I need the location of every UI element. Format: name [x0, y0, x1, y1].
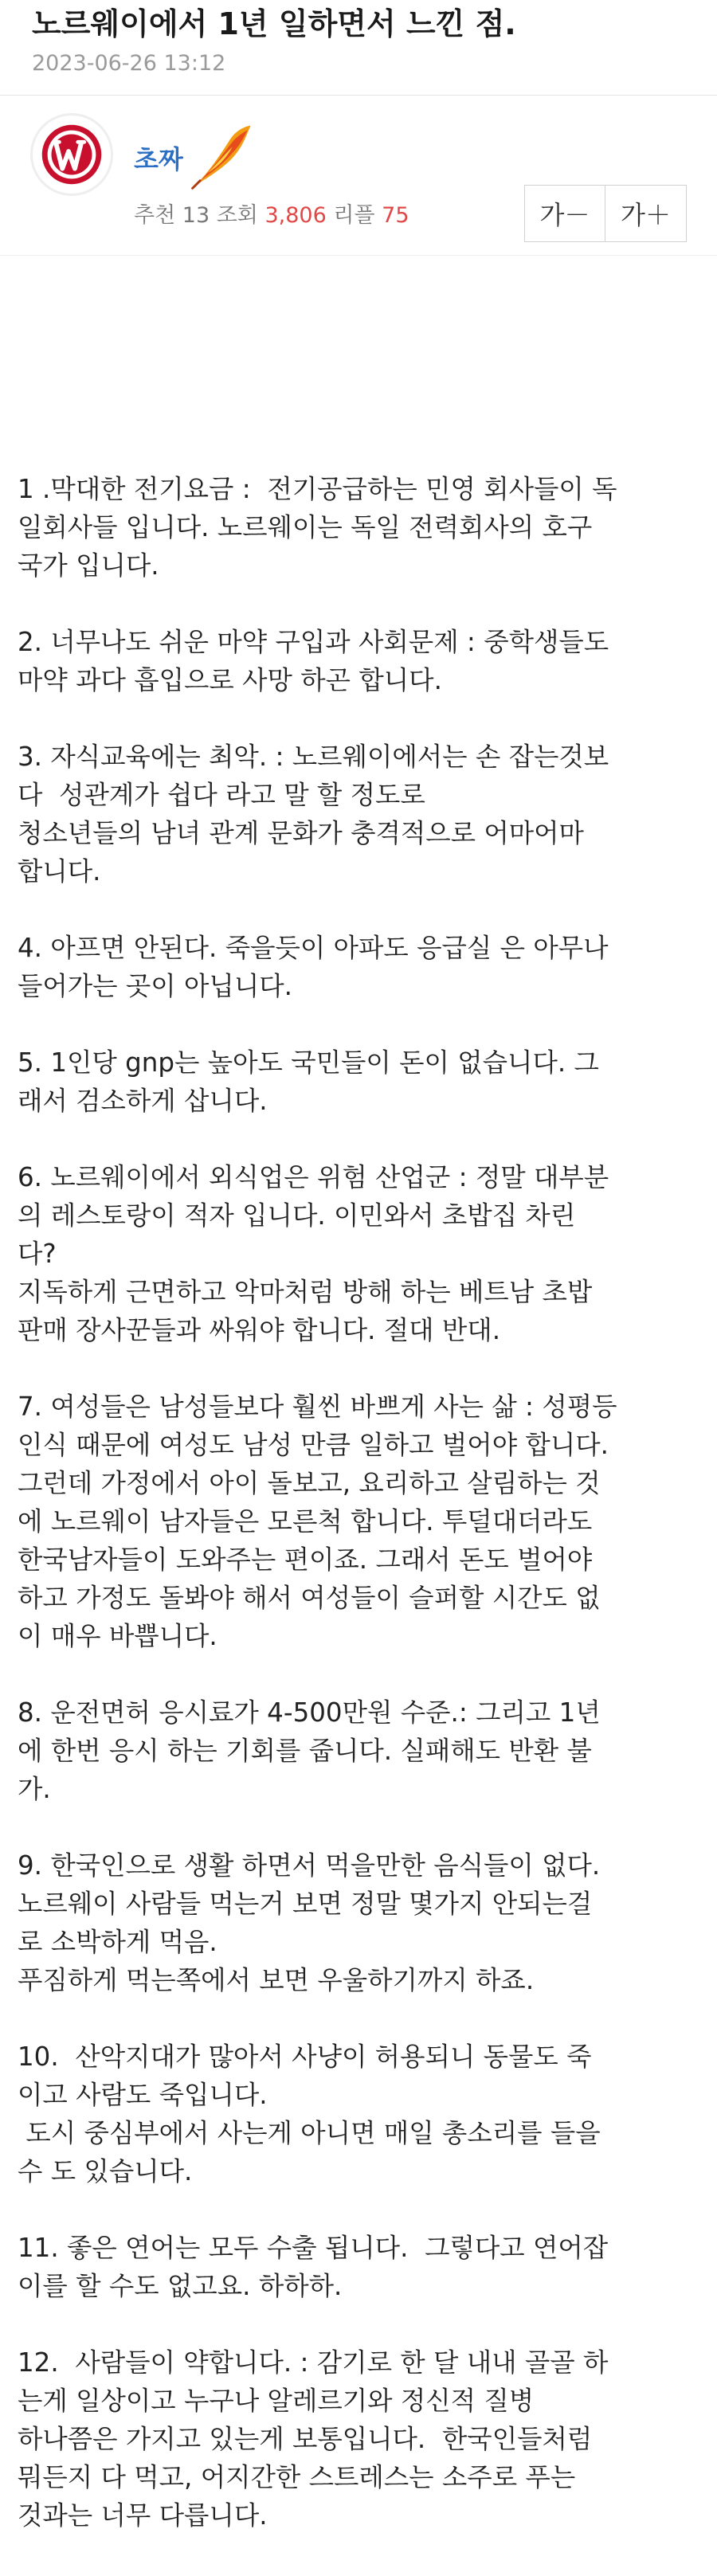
recommend-count: 13	[182, 203, 210, 228]
flame-feather-icon-graphic	[185, 119, 261, 196]
author-name[interactable]: 초짜	[134, 144, 183, 174]
body-paragraph-5: 5. 1인당 gnp는 높아도 국민들이 돈이 없습니다. 그 래서 검소하게 삽니다.	[18, 1047, 599, 1116]
body-paragraph-3: 3. 자식교육에는 최악. : 노르웨이에서는 손 잡는것보 다 성관계가 쉽다 라고 말 할 정도로 청소년들의 남녀 관계 문화가 충격적으로 어마어마 합니다.	[18, 742, 609, 887]
flame-feather-icon	[185, 119, 261, 196]
team-logo-w-icon[interactable]	[30, 113, 113, 196]
team-logo-w-icon-graphic	[33, 115, 111, 194]
post-stats	[134, 202, 409, 229]
recommend-label: 추천	[134, 203, 176, 228]
author-block	[0, 96, 717, 256]
body-paragraph-4: 4. 아프면 안된다. 죽을듯이 아파도 응급실 은 아무나 들어가는 곳이 아닙니다.	[18, 933, 609, 1001]
replies-count: 75	[382, 203, 409, 228]
body-paragraph-2: 2. 너무나도 쉬운 마약 구입과 사회문제 : 중학생들도 마약 과다 흡입으로 사망 하곤 합니다.	[18, 627, 609, 695]
body-paragraph-1: 1 .막대한 전기요금 : 전기공급하는 민영 회사들이 독 일회사들 입니다. 노르웨이는 독일 전력회사의 호구 국가 입니다.	[18, 474, 617, 581]
post-date: 2023-06-26 13:12	[32, 51, 226, 76]
body-paragraph-12: 12. 사람들이 약합니다. : 감기로 한 달 내내 골골 하 는게 일상이고 누구나 알레르기와 정신적 질병 하나쯤은 가지고 있는게 보통입니다. 한국인들처럼 뭐든지 다 먹고, 어지간한 스트레스는 소주로 푸는 것과는 너무 다릅니다.	[18, 2347, 609, 2531]
body-paragraph-7: 7. 여성들은 남성들보다 훨씬 바쁘게 사는 삶 : 성평등 인식 때문에 여성도 남성 만큼 일하고 벌어야 합니다. 그런데 가정에서 아이 돌보고, 요리하고 살림하는 것 에 노르웨이 남자들은 모른척 합니다. 투덜대더라도 한국남자들이 도와주는 편이죠. 그래서 돈도 벌어야 하고 가정도 돌봐야 해서 여성들이 슬퍼할 시간도 없 이 매우 바쁩니다.	[18, 1392, 617, 1651]
body-paragraph-11: 11. 좋은 연어는 모두 수출 됩니다. 그렇다고 연어잡 이를 할 수도 없고요. 하하하.	[18, 2233, 609, 2301]
font-decrease-button[interactable]: 가－	[524, 185, 605, 242]
font-increase-button[interactable]: 가＋	[605, 185, 687, 242]
post-header	[0, 0, 717, 96]
replies-label: 리플	[333, 203, 375, 228]
post-title: 노르웨이에서 1년 일하면서 느낀 점.	[32, 6, 516, 41]
body-paragraph-8: 8. 운전면허 응시료가 4-500만원 수준.: 그리고 1년 에 한번 응시 하는 기회를 줍니다. 실패해도 반환 불 가.	[18, 1697, 601, 1804]
views-count: 3,806	[264, 203, 327, 228]
body-paragraph-10: 10. 산악지대가 많아서 사냥이 허용되니 동물도 죽 이고 사람도 죽입니다. 도시 중심부에서 사는게 아니면 매일 총소리를 들을 수 도 있습니다.	[18, 2042, 601, 2186]
body-paragraph-6: 6. 노르웨이에서 외식업은 위험 산업군 : 정말 대부분 의 레스토랑이 적자 입니다. 이민와서 초밥집 차린 다? 지독하게 근면하고 악마처럼 방해 하는 베트남 초밥 판매 장사꾼들과 싸워야 합니다. 절대 반대.	[18, 1162, 609, 1345]
font-size-controls	[524, 185, 687, 242]
body-paragraph-9: 9. 한국인으로 생활 하면서 먹을만한 음식들이 없다. 노르웨이 사람들 먹는거 보면 정말 몇가지 안되는걸 로 소박하게 먹음. 푸짐하게 먹는쪽에서 보면 우울하기까지 하죠.	[18, 1850, 601, 1995]
views-label: 조회	[216, 203, 258, 228]
post-body	[18, 470, 699, 2573]
